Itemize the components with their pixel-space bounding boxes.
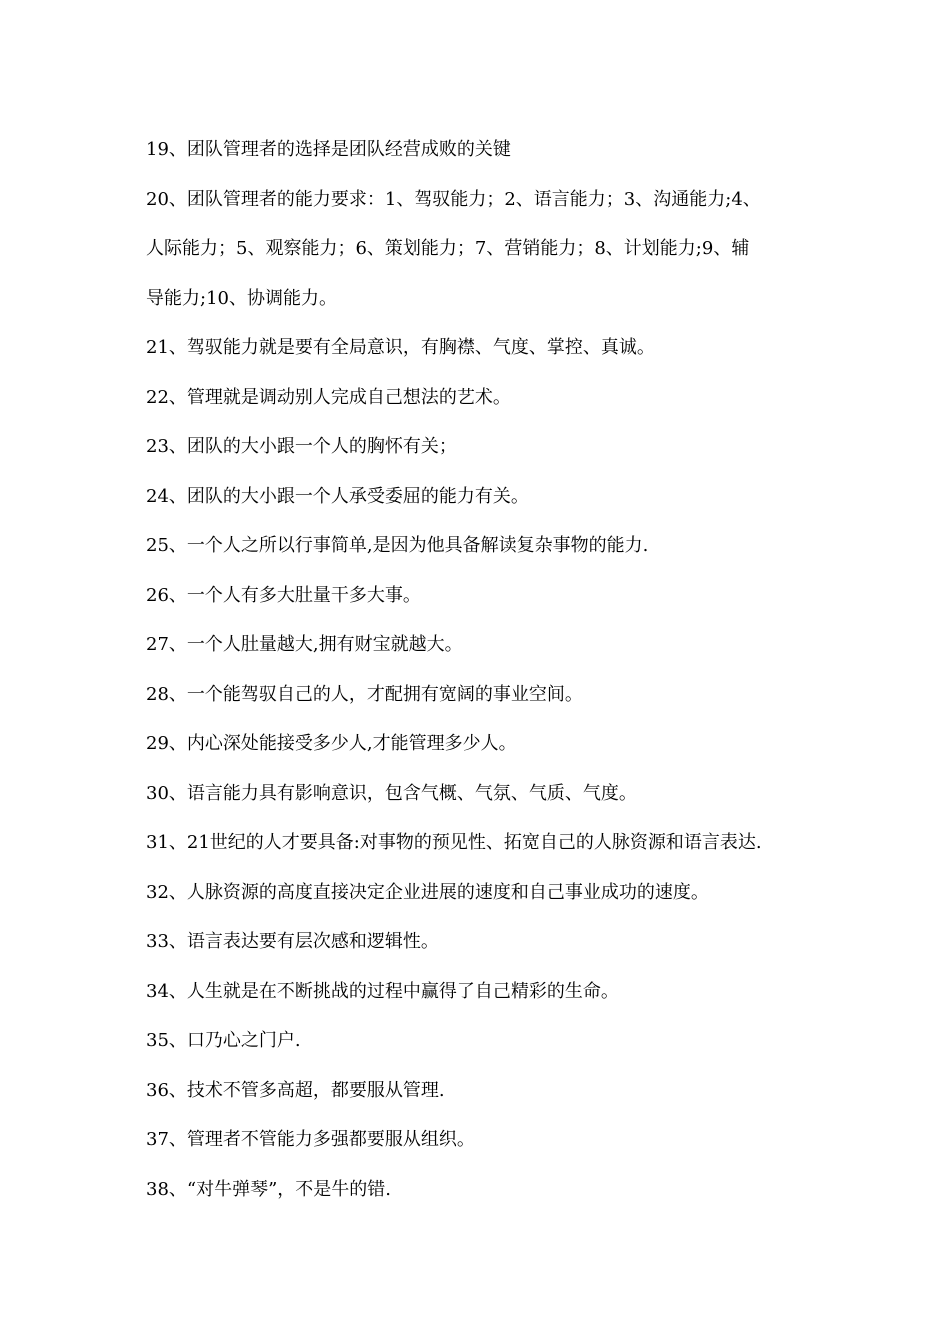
text-line-29: 29、内心深处能接受多少人,才能管理多少人。 [146,733,517,754]
text-line-27: 27、一个人肚量越大,拥有财宝就越大。 [146,634,463,655]
text-line-37: 37、管理者不管能力多强都要服从组织。 [146,1129,475,1150]
text-line-23: 23、团队的大小跟一个人的胸怀有关； [146,436,457,457]
text-line-28: 28、一个能驾驭自己的人，才配拥有宽阔的事业空间。 [146,683,583,705]
text-line-21: 21、驾驭能力就是要有全局意识，有胸襟、气度、掌控、真诚。 [146,337,655,358]
text-line-25: 25、一个人之所以行事简单,是因为他具备解读复杂事物的能力. [146,535,649,556]
text-line-35: 35、口乃心之门户. [146,1030,301,1051]
text-line-34: 34、人生就是在不断挑战的过程中赢得了自己精彩的生命。 [146,980,619,1002]
text-line-20: 20、团队管理者的能力要求：1、驾驭能力；2、语言能力；3、沟通能力;4、 [146,188,761,210]
text-line-36: 36、技术不管多高超，都要服从管理. [146,1079,445,1101]
text-line-26: 26、一个人有多大肚量干多大事。 [146,584,421,606]
text-line-19: 19、团队管理者的选择是团队经营成败的关键 [146,139,511,160]
document-body [146,135,826,1224]
text-line-38: 38、“对牛弹琴”，不是牛的错. [146,1178,392,1200]
text-line-30: 30、语言能力具有影响意识，包含气概、气氛、气质、气度。 [146,782,637,804]
text-line-24: 24、团队的大小跟一个人承受委屈的能力有关。 [146,485,529,507]
text-line-33: 33、语言表达要有层次感和逻辑性。 [146,931,439,952]
text-line-20-cont-2: 导能力;10、协调能力。 [146,287,337,309]
text-line-32: 32、人脉资源的高度直接决定企业进展的速度和自己事业成功的速度。 [146,881,709,903]
text-line-22: 22、管理就是调动别人完成自己想法的艺术。 [146,386,511,408]
text-line-20-cont-1: 人际能力；5、观察能力；6、策划能力；7、营销能力；8、计划能力;9、辅 [146,238,750,259]
text-line-31: 31、21世纪的人才要具备:对事物的预见性、拓宽自己的人脉资源和语言表达. [146,832,762,853]
